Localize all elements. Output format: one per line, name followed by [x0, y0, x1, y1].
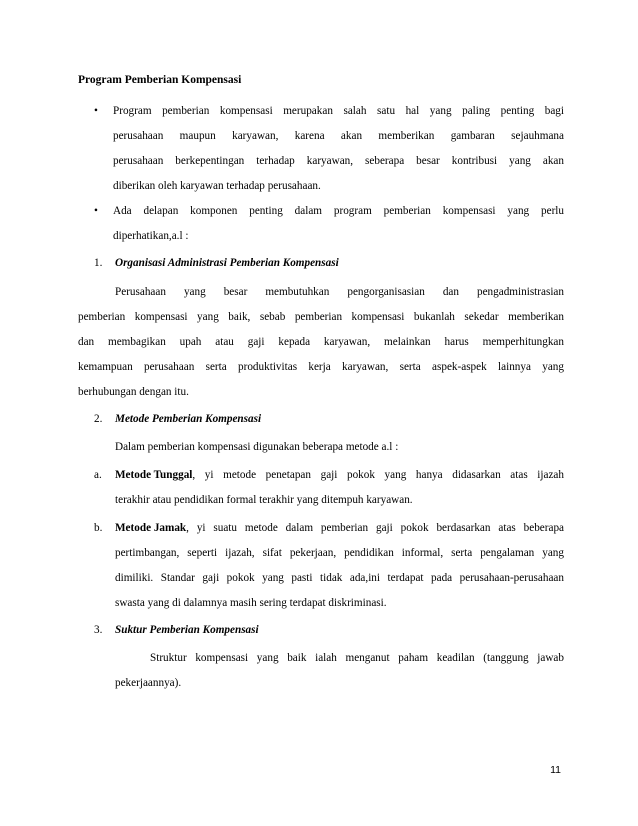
item1-line-4: kemampuan perusahaan serta produktivitas kerja karyawan, serta aspek-aspek lainnya yang [78, 361, 564, 373]
item1-line-1: Perusahaan yang besar membutuhkan pengorganisasian dan pengadministrasian [115, 286, 564, 298]
item3-heading: Suktur Pemberian Kompensasi [115, 624, 259, 636]
page-number: 11 [550, 764, 561, 776]
item1-marker: 1. [94, 257, 103, 269]
item-b-line-4: swasta yang di dalamnya masih sering terdapat diskriminasi. [115, 597, 387, 609]
item-b-line-1 [115, 521, 564, 535]
bullet1-line-4: diberikan oleh karyawan terhadap perusahaan. [113, 180, 321, 192]
item-b-line-2: pertimbangan, seperti ijazah, sifat pekerjaan, pendidikan informal, serta pengalaman yang [115, 547, 564, 559]
item-a-term: Metode Tunggal [115, 469, 193, 481]
bullet1-line-3: perusahaan berkepentingan terhadap karyawan, seberapa besar kontribusi yang akan [113, 155, 564, 167]
item-a-line-2: terakhir atau pendidikan formal terakhir yang ditempuh karyawan. [115, 494, 413, 506]
bullet2-line-2: diperhatikan,a.l : [113, 230, 189, 242]
item-b-line-1-rest: , yi suatu metode dalam pemberian gaji pokok berdasarkan atas beberapa [186, 522, 564, 534]
item-a-line-1-rest: , yi metode penetapan gaji pokok yang hanya didasarkan atas ijazah [192, 469, 564, 481]
item3-line-1: Struktur kompensasi yang baik ialah menganut paham keadilan (tanggung jawab [150, 652, 564, 664]
section-title: Program Pemberian Kompensasi [78, 74, 242, 86]
item-b-marker: b. [94, 522, 103, 534]
item3-line-2: pekerjaannya). [115, 677, 182, 689]
item2-marker: 2. [94, 413, 103, 425]
item-b-line-3: dimiliki. Standar gaji pokok yang pasti tidak ada,ini terdapat pada perusahaan-perusahaan [115, 572, 564, 584]
bullet-marker: • [94, 105, 98, 117]
item3-marker: 3. [94, 624, 103, 636]
bullet-marker: • [94, 205, 98, 217]
item1-line-3: dan membagikan upah atau gaji kepada karyawan, melainkan harus memperhitungkan [78, 336, 564, 348]
item-a-line-1 [115, 468, 564, 482]
item1-line-5: berhubungan dengan itu. [78, 386, 189, 398]
bullet2-line-1: Ada delapan komponen penting dalam program pemberian kompensasi yang perlu [113, 205, 564, 217]
item1-line-2: pemberian kompensasi yang baik, sebab pemberian kompensasi bukanlah sekedar memberikan [78, 311, 564, 323]
item-a-marker: a. [94, 469, 102, 481]
item-b-term: Metode Jamak [115, 522, 187, 534]
bullet1-line-2: perusahaan maupun karyawan, karena akan memberikan gambaran sejauhmana [113, 130, 564, 142]
item2-heading: Metode Pemberian Kompensasi [115, 413, 262, 425]
bullet1-line-1: Program pemberian kompensasi merupakan salah satu hal yang paling penting bagi [113, 105, 564, 117]
item2-intro: Dalam pemberian kompensasi digunakan beberapa metode a.l : [115, 441, 399, 453]
item1-heading: Organisasi Administrasi Pemberian Kompensasi [115, 257, 339, 269]
